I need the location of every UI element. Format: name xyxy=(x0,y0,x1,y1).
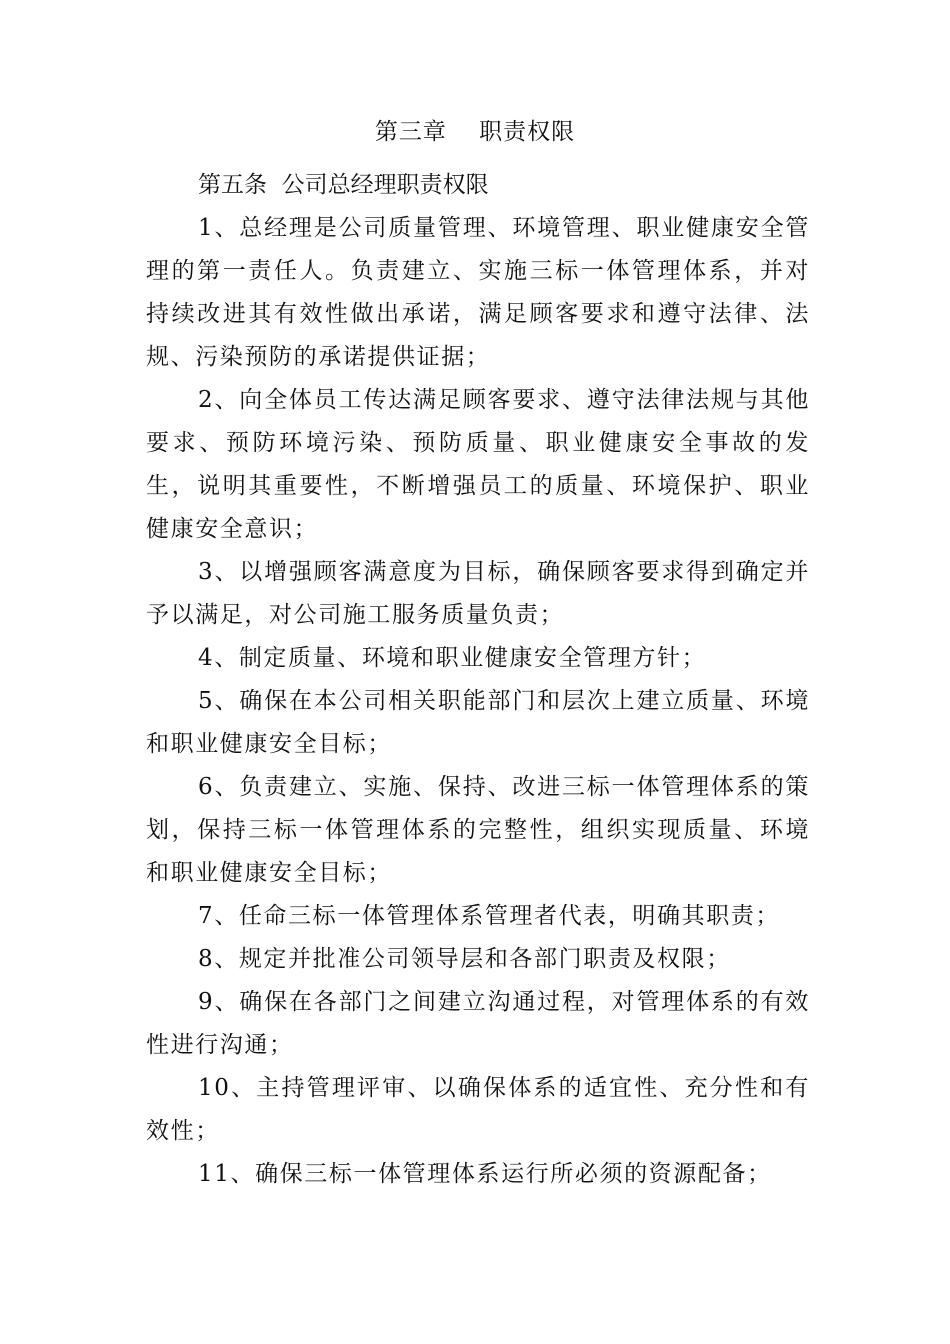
chapter-title: 第三章 职责权限 xyxy=(374,119,576,145)
list-item-6: 6、负责建立、实施、保持、改进三标一体管理体系的策划，保持三标一体管理体系的完整性，组织实现质量、环境和职业健康安全目标； xyxy=(146,774,810,886)
list-item-7: 7、任命三标一体管理体系管理者代表，明确其职责； xyxy=(198,903,781,929)
list-item-3: 3、以增强顾客满意度为目标，确保顾客要求得到确定并予以满足，对公司施工服务质量负责； xyxy=(146,559,810,628)
list-item-8: 8、规定并批准公司领导层和各部门职责及权限； xyxy=(198,946,731,972)
list-item-4: 4、制定质量、环境和职业健康安全管理方针； xyxy=(198,645,707,671)
article-heading: 第五条 公司总经理职责权限 xyxy=(198,172,489,198)
document-body xyxy=(146,164,810,1196)
list-item-11: 11、确保三标一体管理体系运行所必须的资源配备； xyxy=(198,1161,772,1187)
list-item-5: 5、确保在本公司相关职能部门和层次上建立质量、环境和职业健康安全目标； xyxy=(146,688,810,757)
list-item-10: 10、主持管理评审、以确保体系的适宜性、充分性和有效性； xyxy=(146,1075,810,1144)
list-item-9: 9、确保在各部门之间建立沟通过程，对管理体系的有效性进行沟通； xyxy=(146,989,810,1058)
list-item-2: 2、向全体员工传达满足顾客要求、遵守法律法规与其他要求、预防环境污染、预防质量、职业健康安全事故的发生，说明其重要性，不断增强员工的质量、环境保护、职业健康安全意识； xyxy=(146,387,810,542)
list-item-1: 1、总经理是公司质量管理、环境管理、职业健康安全管理的第一责任人。负责建立、实施三标一体管理体系，并对持续改进其有效性做出承诺，满足顾客要求和遵守法律、法规、污染预防的承诺提供证据； xyxy=(146,215,810,370)
